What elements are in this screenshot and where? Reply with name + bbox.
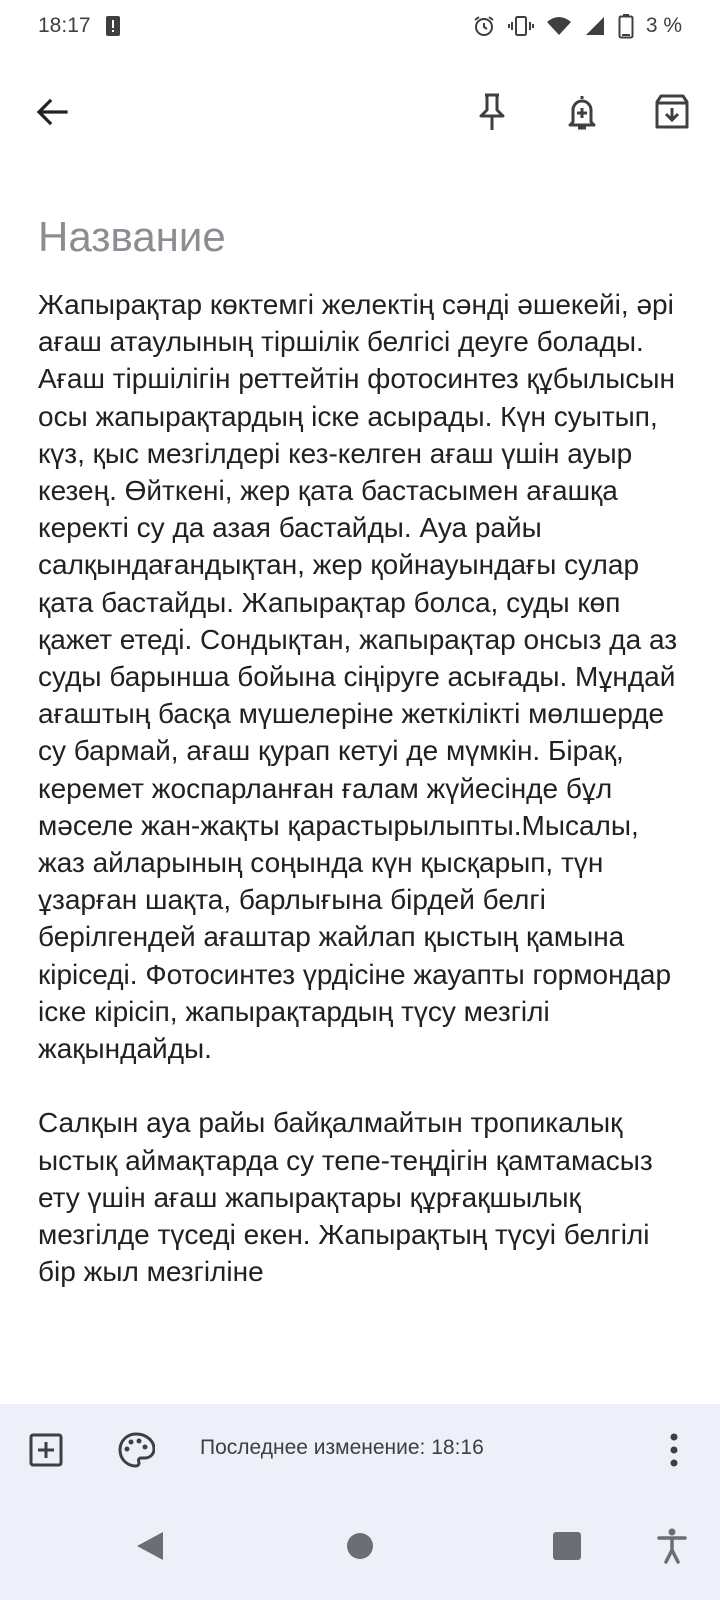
wifi-icon — [546, 15, 572, 37]
note-toolbar — [0, 74, 720, 150]
note-title-field[interactable]: Название — [38, 213, 226, 260]
status-time: 18:17 — [38, 14, 91, 37]
last-edited-text: Последнее изменение: 18:16 — [200, 1436, 484, 1459]
nav-home-icon — [346, 1532, 374, 1560]
accessibility-button[interactable] — [642, 1516, 702, 1576]
status-bar — [0, 0, 720, 52]
reminder-button[interactable] — [550, 80, 614, 144]
vibrate-icon — [508, 14, 534, 38]
back-button[interactable] — [20, 80, 84, 144]
more-options-button[interactable] — [648, 1424, 700, 1476]
palette-icon — [117, 1431, 155, 1469]
nav-home-button[interactable] — [330, 1516, 390, 1576]
reminder-bell-icon — [564, 92, 600, 132]
archive-icon — [653, 93, 691, 131]
alert-icon — [105, 15, 121, 37]
back-arrow-icon — [34, 94, 70, 130]
accessibility-icon — [656, 1528, 688, 1564]
note-paragraph-2: Салқын ауа райы байқалмайтын тропикалық ыстық аймақтарда су тепе-теңдігін қамтамасыз ету үшін ағаш жапырақтары құрғақшылық мезгілде түседі екен. Жапырақтың түсуі белгілі бір жыл мезгіліне — [38, 1107, 653, 1288]
status-right — [472, 13, 682, 39]
note-paragraph-1: Жапырақтар көктемгі желектің сәнді әшекейі, әрі ағаш атаулының тіршілік белгісі деуге болады. Ағаш тіршілігін реттейтін фотосинтез құбылысын осы жапырақтардың іске асырады. Күн суытып, күз, қыс мезгілдері кез-келген ағаш үшін ауыр кезең. Өйткені, жер қата бастасымен ағашқа керекті су да азая бастайды. Ауа райы салқындағандықтан, жер қойнауындағы сулар қата бастайды. Жапырақтар болса, суды көп қажет етеді. Сондықтан, жапырақтар онсыз да аз суды барынша бойына сіңіруге асығады. Мұндай ағаштың басқа мүшелеріне жеткілікті мөлшерде су бармай, ағаш қурап кетуі де мүмкін. Бірақ, керемет жоспарланған ғалам жүйесінде бұл мәселе жан-жақты қарастырылыпты.Мысалы, жаз айларының соңында күн қысқарып, түн ұзарған шақта, барлығына бірдей белгі берілгендей ағаштар жайлап қыстың қамына кіріседі. Фотосинтез үрдісіне жауапты гормондар іске кірісіп, жапырақтардың түсу мезгілі жақындайды. — [38, 289, 678, 1065]
archive-button[interactable] — [640, 80, 704, 144]
pin-icon — [475, 92, 509, 132]
add-box-icon — [28, 1432, 64, 1468]
battery-icon — [618, 13, 634, 39]
more-vert-icon — [668, 1432, 680, 1468]
system-nav-bar — [0, 1492, 720, 1600]
note-body-field[interactable] — [38, 286, 688, 1404]
nav-recents-button[interactable] — [537, 1516, 597, 1576]
nav-back-icon — [135, 1530, 165, 1562]
nav-back-button[interactable] — [120, 1516, 180, 1576]
nav-recents-icon — [552, 1531, 582, 1561]
pin-button[interactable] — [460, 80, 524, 144]
add-content-button[interactable] — [20, 1424, 72, 1476]
battery-percent: 3 % — [645, 14, 682, 37]
status-left — [38, 14, 121, 38]
alarm-icon — [472, 14, 496, 38]
palette-button[interactable] — [110, 1424, 162, 1476]
signal-icon — [584, 15, 606, 37]
